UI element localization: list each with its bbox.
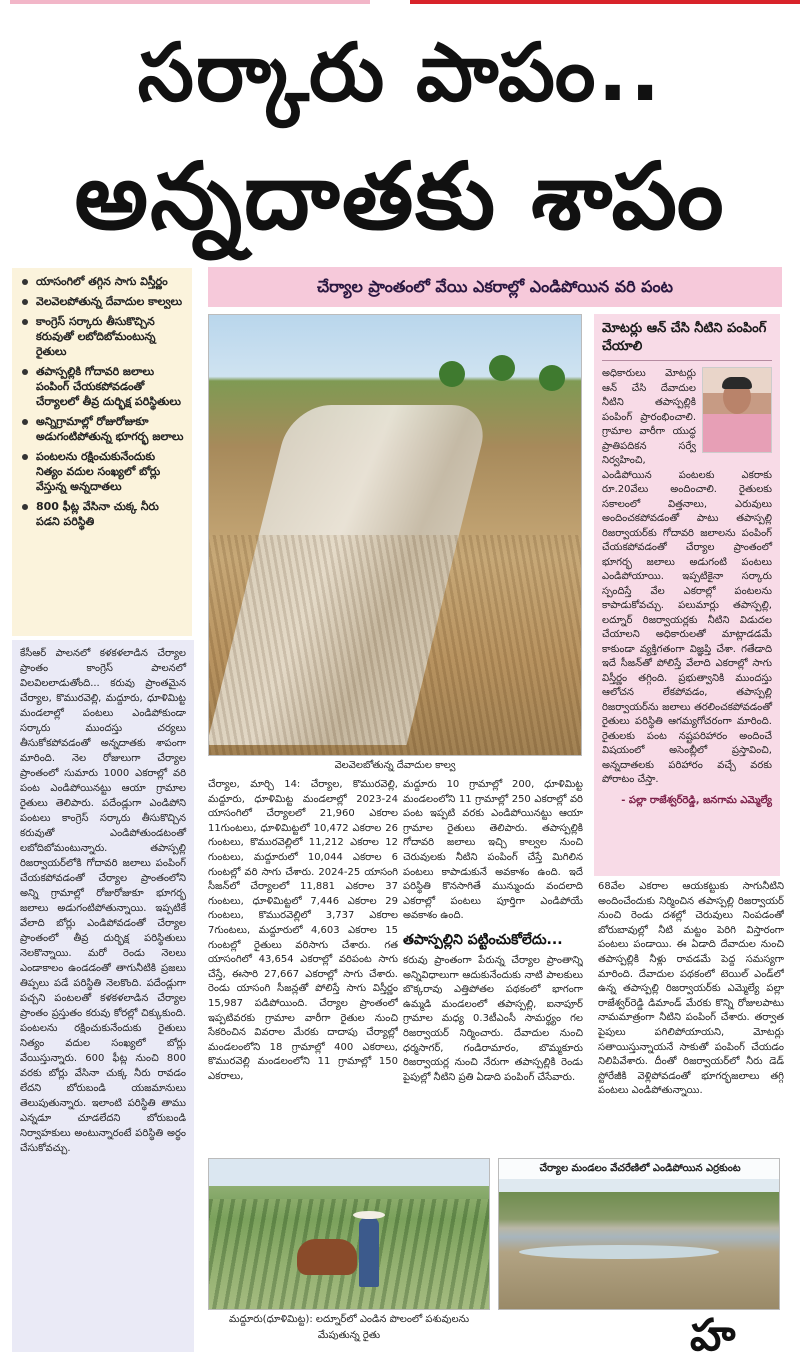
dried-lake-photo	[498, 1158, 780, 1310]
bullet-dot-icon	[22, 299, 28, 305]
canal-photo	[208, 314, 582, 756]
highlight-text: 800 ఫీట్ల వేసినా చుక్క నీరు పడని పరిస్థితి	[36, 500, 159, 528]
highlight-text: కాంగ్రెస్ సర్కారు తీసుకొచ్చిన కరువుతో లబోదిబోమంటున్న రైతులు	[36, 315, 156, 358]
top-accent-bar-right	[410, 0, 800, 4]
article-middle-column-2	[403, 778, 583, 1150]
highlight-text: పంటలను రక్షించుకునేందుకు నిత్యం వదుల సంఖ్యలో బోర్లు వేస్తున్న అన్నదాతలు	[36, 450, 161, 493]
article-subheading: తపాస్పల్లిని పట్టించుకోలేదు...	[403, 931, 563, 948]
highlight-text: తపాస్పల్లికి గోదావరి జలాలు పంపింగ్ చేయకపోవడంతో చేర్యాలలో తీవ్ర దుర్భిక్ష పరిస్థితులు	[36, 365, 181, 408]
highlight-item	[22, 294, 184, 309]
article-middle-column-1: చేర్యాల, మార్చి 14: చేర్యాల, కొమురవెల్లి, మద్దూరు, ధూళిమిట్ట మండలాల్లో 2023-24 యాసంగిలో చేర్యాలలో 21,960 ఎకరాల 11గుంటలు, ధూళిమిట్టలో 10,472 ఎకరాల 26 గుంటలు, కొమురవెల్లిలో 11,212 ఎకరాల 12 గుంటలు, మద్దూరులో 10,044 ఎకరాల 6 గుంటల్లో వరి సాగు చేశారు. 2024-25 యాసంగి సీజన్‌లో చేర్యాలలో 11,881 ఎకరాల 37 గుంటలు, ధూళిమిట్టలో 7,446 ఎకరాల 29 గుంటలు, కొమురవెల్లిలో 3,737 ఎకరాల 7గుంటలు, మద్దూరులో 4,603 ఎకరాల 15 గుంటల్లో రైతులు వరిసాగు చేశారు. గత యాసంగిలో 43,654 ఎకరాల్లో వరిపంట సాగు చేస్తే, ఈసారి 27,667 ఎకరాల్లో సాగు చేశారు. రెండు యాసంగి సీజన్లతో పోలిస్తే సాగు విస్తీర్ణం 15,987 పడిపోయింది. చేర్యాల ప్రాంతంలో ఇప్పటివరకు గ్రామాల వారీగా రైతుల నుంచి సేకరించిన వివరాల మేరకు దాదాపు చేర్యాల్లో మండలంలోని 18 గ్రామాల్లో 400 ఎకరాలు, కొమురవెల్లి మండలంలోని 11 గ్రామాల్లో 150 ఎకరాలు,	[208, 779, 398, 1082]
bullet-dot-icon	[22, 369, 28, 375]
tree-shape	[539, 365, 565, 391]
tree-shape	[439, 361, 465, 387]
article-paragraph: కరువు ప్రాంతంగా పేరున్న చేర్యాల ప్రాంతాన్ని అన్నివిధాలుగా ఆదుకునేందుకు నాటి పాలకులు బొక్కరావు ఎత్తిపోతల పథకంలో భాగంగా ఉమ్మడి మండలంలో తపాస్పల్లి, ఐనాపూర్ గ్రామాల మధ్య 0.3టీఎంసీ సామర్థ్యం గల రిజర్వాయర్ నిర్మించారు. దేవాదుల నుంచి ధర్మసాగర్, గండిరామారం, బొమ్మకూరు రిజర్వాయర్ల నుంచి నేరుగా తపాస్పల్లికి రెండు పైపుల్లో నీటిని ప్రతి ఏడాది పంపింగ్ చేసేవారు.	[403, 954, 583, 1083]
bullet-dot-icon	[22, 279, 28, 285]
highlights-box	[12, 268, 192, 636]
top-accent-bar-left	[10, 0, 370, 4]
bull-shape	[297, 1239, 357, 1275]
highlights-list	[22, 274, 184, 529]
article-left-column: కేసీఆర్ పాలనలో కళకళలాడిన చేర్యాల ప్రాంతం కాంగ్రెస్ పాలనలో విలవిలలాడుతోంది... కరువు ప్రాంతమైన చేర్యాల, కొమురవెల్లి, మద్దూరు, ధూళిమిట్ట మండలాల్లో పంటలు ఎండిపోకుండా సర్కారు ముందస్తు చర్యలు తీసుకోకపోవడంతో అన్నదాతకు శాపంగా మారింది. నెల రోజులుగా చేర్యాల ప్రాంతంలో సుమారు 1000 ఎకరాల్లో వరి పంట ఎండిపోయినట్టు ఆయా గ్రామాల రైతులు తెలిపారు. పదేండ్లుగా ఎండిపోని పంటలు కాంగ్రెస్ సర్కారు తీసుకొచ్చిన కరువుతో ఎండిపోతుండటంతో లబోదిబోమంటున్నారు. తపాస్పల్లి రిజర్వాయర్‌లోకి గోదావరి జలాలు పంపింగ్ చేయకపోవడంతో చేర్యాల ప్రాంతంలోని అన్ని గ్రామాల్లో రోజురోజుకూ భూగర్భ జలాలు అడుగంటిపోతున్నాయి. ఇప్పటికే వేలాది బోర్లు ఎండిపోవడంతో చేర్యాల ప్రాంతంలో తీవ్ర దుర్భిక్ష పరిస్థితులు నెలకొన్నాయి. మరో రెండు నెలలు ఎండాకాలం ఉండడంతో తాగునీటికి ప్రజలు తిప్పలు పడే పరిస్థితి నెలకొంది. పదేండ్లుగా పచ్చని పంటలతో కళకళలాడిన చేర్యాల ప్రాంతం ప్రస్తుతం కరువు కోరల్లో చిక్కుకుంది. పంటలను రక్షించుకునేందుకు రైతులు నిత్యం వదుల సంఖ్యలో బోర్లు వేయిస్తున్నారు. 600 ఫీట్ల నుంచి 800 వరకు బోర్లు వేసినా చుక్క నీరు రావడం లేదని బోరుబండి యజమానులు తెలుపుతున్నారు. ఇలాంటి పరిస్థితి తాము ఎన్నడూ చూడలేదని బోరుబండి నిర్వాహకులు అంటున్నారంటే పరిస్థితి అర్థం చేసుకోవచ్చు.	[12, 640, 194, 1352]
mla-quote-title: మోటర్లు ఆన్ చేసి నీటిని పంపింగ్ చేయాలి	[602, 320, 772, 361]
water-patch-shape	[519, 1245, 719, 1259]
farmer-photo	[208, 1158, 490, 1310]
bullet-dot-icon	[22, 504, 28, 510]
tree-shape	[489, 355, 515, 381]
dry-grass-shape	[209, 535, 582, 756]
mla-quote-text: అధికారులు మోటర్లు ఆన్ చేసి దేవాదుల నీటిని తపాస్పల్లికి పంపింగ్ ప్రారంభించాలి. గ్రామాల వారీగా యుద్ధ ప్రాతిపదికన సర్వే నిర్వహించి, ఎండిపోయిన పంటలకు ఎకరాకు రూ.20వేలు అందించాలి. రైతులకు సకాలంలో విత్తనాలు, ఎరువులు అందించకపోవడంతో పాటు తపాస్పల్లి రిజర్వాయర్‌కు గోదావరి జలాలను పంపింగ్ చేయకపోవడంతో చేర్యాల ప్రాంతంలో భూగర్భ జలాలు అడుగంటి పంటలు ఎండిపోయాయి. ఇప్పటికైనా సర్కారు స్పందిస్తే వేల ఎకరాల్లో పంటలను కాపాడుకోవచ్చు. పలుమార్లు తపాస్పల్లి, లద్నూర్ రిజర్వాయర్లకు నీటిని విడుదల చేయాలని అధికారులతో మాట్లాడడమే కాకుండా వ్యక్తిగతంగా విజ్ఞప్తి చేశా. గతేడాది ఇదే సీజన్‌తో పోలిస్తే వేలాది ఎకరాల్లో సాగు విస్తీర్ణం తగ్గింది. ప్రభుత్వానికి ముందస్తు ఆలోచన లేకపోవడం, తపాస్పల్లి రిజర్వాయర్‌ను జలాలు తరలించకపోవడంతో రైతులు పరిస్థితి ఆగమ్యగోచరంగా మారింది. రైతులకు పంట నష్టపరిహారం అందించే విషయంలో అసెంబ్లీలో ప్రస్తావించి, అన్నదాతలకు పరిహారం వచ్చే వరకు పోరాటం చేస్తా.	[602, 368, 772, 785]
highlight-text: అన్నిగ్రామాల్లో రోజురోజుకూ అడుగంటిపోతున్న భూగర్భ జలాలు	[36, 415, 184, 443]
mla-portrait	[702, 367, 772, 453]
bullet-dot-icon	[22, 319, 28, 325]
next-story-teaser: హ	[690, 1312, 736, 1360]
highlight-item	[22, 274, 184, 289]
portrait-hair	[722, 377, 752, 389]
highlight-text: వెలవెలపోతున్న దేవాదుల కాల్వలు	[36, 295, 183, 308]
headline-line-2: అన్నదాతకు శాపం	[74, 143, 726, 250]
headline-line-1: సర్కారు పాపం..	[137, 26, 663, 119]
kicker-banner: చేర్యాల ప్రాంతంలో వేయి ఎకరాల్లో ఎండిపోయిన వరి పంట	[208, 267, 782, 307]
canal-photo-caption: వెలవెలబోతున్న దేవాదుల కాల్వ	[334, 760, 456, 771]
farmer-shape	[359, 1217, 379, 1287]
bullet-dot-icon	[22, 419, 28, 425]
highlight-item	[22, 414, 184, 444]
farmer-hat-shape	[353, 1211, 385, 1219]
highlight-item	[22, 314, 184, 359]
lake-photo-caption: చేర్యాల మండలం వేచరేణిలో ఎండిపోయిన ఎర్రకుంట	[499, 1159, 780, 1179]
farmer-photo-caption: మద్దూరు(ధూళిమిట్ట): లద్నూర్‌లో ఎండిన పొలంలో పశువులను మేపుతున్న రైతు	[228, 1314, 470, 1341]
bullet-dot-icon	[22, 454, 28, 460]
highlight-text: యాసంగిలో తగ్గిన సాగు విస్తీర్ణం	[36, 275, 168, 288]
mla-quote-box	[594, 314, 780, 876]
article-paragraph: మద్దూరు 10 గ్రామాల్లో 200, ధూళిమిట్ట మండలంలోని 11 గ్రామాల్లో 250 ఎకరాల్లో వరి పంట ఇప్పటి వరకు ఎండిపోయినట్టు ఆయా గ్రామాల రైతులు తెలిపారు. తపాస్పల్లికి గోదావరి జలాలు ఇచ్చి కాల్వల నుంచి చెరువులకు నీటిని పంపింగ్ చేస్తే మిగిలిన పంటలు కాపాడుకునే అవకాశం ఉంది. ఇదే పరిస్థితి కొనసాగితే మున్ముందు వందలాది ఎకరాల్లో పంటలు పూర్తిగా ఎండిపోయే అవకాశం ఉంది.	[403, 779, 583, 922]
highlight-item	[22, 499, 184, 529]
mla-signature: - పల్లా రాజేశ్వర్‌రెడ్డి, జనగామ ఎమ్మెల్యే	[621, 794, 772, 806]
article-right-column: 68వేల ఎకరాల ఆయకట్టుకు సాగునీటిని అందించేందుకు నిర్మించిన తపాస్పల్లి రిజర్వాయర్ నుంచి రెండు దశల్లో చెరువులు నింపడంతో బోరుబావుల్లో నీటి మట్టం పెరిగి విస్తారంగా పంటలు పండాయి. ఈ ఏడాది దేవాదుల నుంచి తపాస్పల్లికి నీళ్లు రావడమే పెద్ద సమస్యగా మారింది. దేవాదుల పథకంలో టెయిల్ ఎండ్‌లో ఉన్న తపాస్పల్లి రిజర్వాయర్‌కు ఎమ్మెల్యే పల్లా రాజేశ్వర్‌రెడ్డి డిమాండ్ మేరకు కొన్ని రోజులపాటు నామమాత్రంగా నీటిని పంపింగ్ చేశారు. తర్వాత పైపులు పగిలిపోయాయని, మోటర్లు సతాయిస్తున్నాయనే సాకుతో పంపింగ్ చేయడం నిలిపివేశారు. దీంతో రిజర్వాయర్‌లో నీరు డెడ్ స్టోరేజీకి వెళ్లిపోవడంతో భూగర్భజలాలు తగ్గి పంటలు ఎండిపోతున్నాయి.	[598, 881, 784, 1097]
highlight-item	[22, 364, 184, 409]
highlight-item	[22, 449, 184, 494]
